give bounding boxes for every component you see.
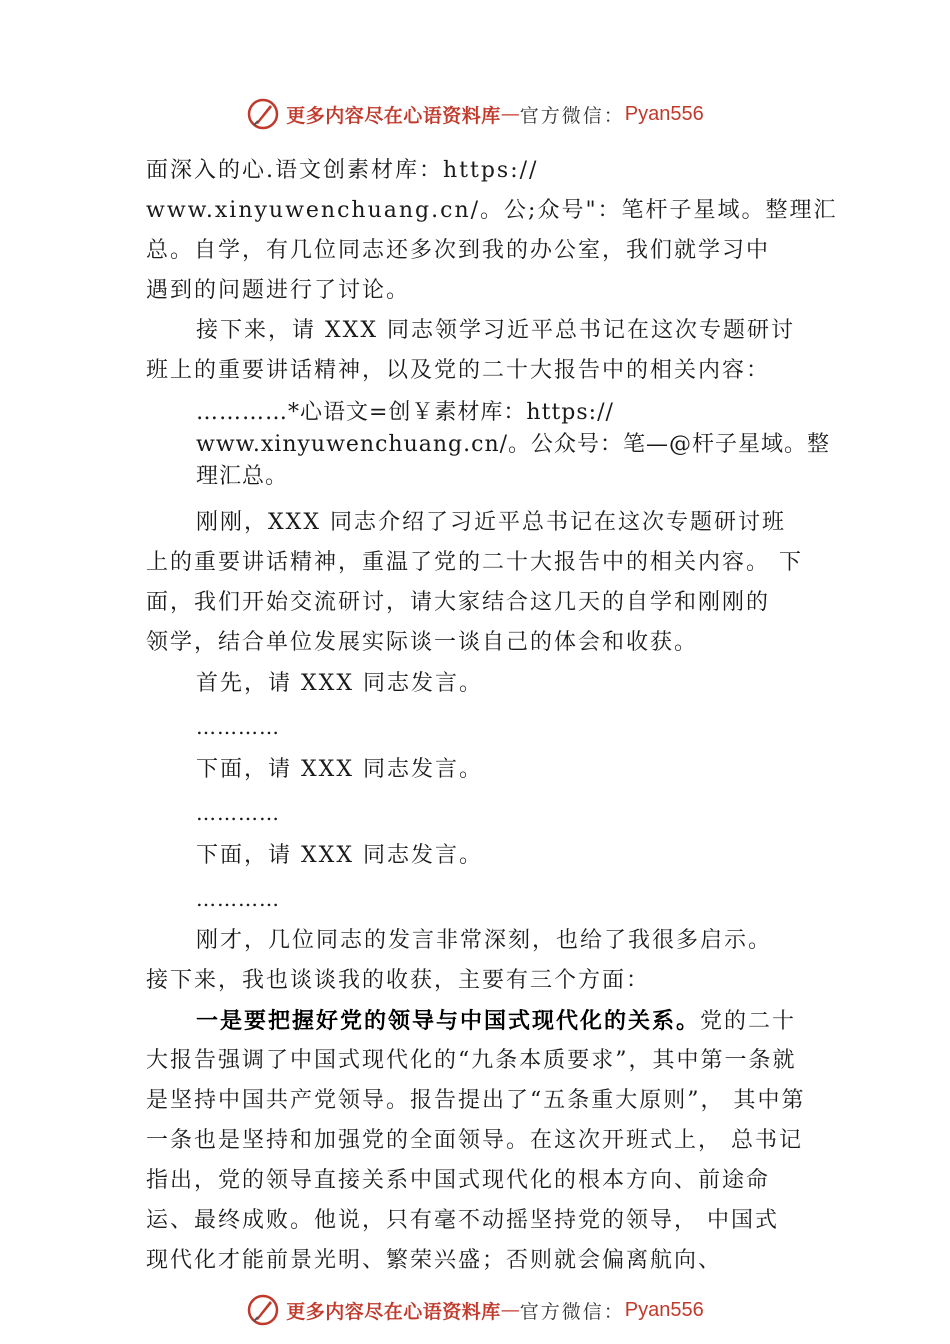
quote-line: …………*心语文=创￥素材库：https:// bbox=[196, 400, 614, 425]
banner-wechat-label: 官方微信： bbox=[519, 104, 625, 127]
text-line: 班上的重要讲话精神，以及党的二十大报告中的相关内容： bbox=[146, 358, 771, 383]
quote-block bbox=[146, 397, 836, 493]
text-line bbox=[146, 1001, 836, 1041]
ellipsis-placeholder: ………… bbox=[196, 715, 280, 739]
text-line: 现代化才能前景光明、繁荣兴盛；否则就会偏离航向、 bbox=[146, 1248, 723, 1273]
text-line: 刚才，几位同志的发言非常深刻，也给了我很多启示。 bbox=[196, 928, 773, 953]
banner-main-text: 更多内容尽在心语资料库 bbox=[286, 1300, 501, 1323]
text-line: 上的重要讲话精神，重温了党的二十大报告中的相关内容。 下 bbox=[146, 550, 803, 575]
banner-separator: — bbox=[500, 103, 520, 125]
banner-separator: — bbox=[500, 1299, 520, 1321]
ellipsis-placeholder: ………… bbox=[196, 801, 280, 825]
banner-wechat-id: Pyan556 bbox=[624, 102, 704, 125]
text-line: 接下来，我也谈谈我的收获，主要有三个方面： bbox=[146, 968, 651, 993]
text-line: 是坚持中国共产党领导。报告提出了“五条重大原则”， 其中第 bbox=[146, 1088, 806, 1113]
text-line: 总。自学，有几位同志还多次到我的办公室，我们就学习中 bbox=[146, 238, 771, 263]
paragraph-3 bbox=[146, 503, 836, 663]
footer-banner bbox=[0, 1290, 950, 1330]
quote-line: www.xinyuwenchuang.cn/。公众号：笔—@杆子星域。整 bbox=[196, 432, 831, 457]
paragraph-2 bbox=[146, 311, 836, 391]
text-line: 面深入的心.语文创素材库：https:// bbox=[146, 158, 539, 183]
text-line: 接下来，请 XXX 同志领学习近平总书记在这次专题研讨 bbox=[196, 318, 795, 343]
text-line: 运、最终成败。他说，只有毫不动摇坚持党的领导， 中国式 bbox=[146, 1208, 779, 1233]
ellipsis-placeholder: ………… bbox=[196, 887, 280, 911]
speaker-call-3: 下面，请 XXX 同志发言。 bbox=[196, 843, 483, 868]
text-line: www.xinyuwenchuang.cn/。公;众号"：笔杆子星域。整理汇 bbox=[146, 198, 838, 223]
banner-wechat-id: Pyan556 bbox=[624, 1298, 704, 1321]
header-banner bbox=[0, 94, 950, 134]
banner-main-text: 更多内容尽在心语资料库 bbox=[286, 104, 501, 127]
document-body bbox=[146, 151, 836, 1281]
paragraph-5 bbox=[146, 1001, 836, 1281]
quill-logo-icon bbox=[246, 1293, 280, 1327]
text-line: 指出，党的领导直接关系中国式现代化的根本方向、前途命 bbox=[146, 1168, 771, 1193]
speaker-call-1: 首先，请 XXX 同志发言。 bbox=[196, 671, 483, 696]
banner-wechat-label: 官方微信： bbox=[519, 1300, 625, 1323]
text-span: 党的二十 bbox=[700, 1009, 797, 1034]
text-line: 领学，结合单位发展实际谈一谈自己的体会和收获。 bbox=[146, 630, 699, 655]
text-line: 大报告强调了中国式现代化的“九条本质要求”，其中第一条就 bbox=[146, 1048, 797, 1073]
quote-line: 理汇总。 bbox=[196, 464, 289, 489]
paragraph-1 bbox=[146, 151, 836, 311]
text-line: 一条也是坚持和加强党的全面领导。在这次开班式上， 总书记 bbox=[146, 1128, 803, 1153]
text-line: 遇到的问题进行了讨论。 bbox=[146, 278, 411, 303]
paragraph-4 bbox=[146, 921, 836, 1001]
speaker-call-2: 下面，请 XXX 同志发言。 bbox=[196, 757, 483, 782]
section-lead-heading: 一是要把握好党的领导与中国式现代化的关系。 bbox=[196, 1008, 701, 1034]
text-line: 刚刚，XXX 同志介绍了习近平总书记在这次专题研讨班 bbox=[196, 510, 786, 535]
quill-logo-icon bbox=[246, 97, 280, 131]
text-line: 面，我们开始交流研讨，请大家结合这几天的自学和刚刚的 bbox=[146, 590, 771, 615]
